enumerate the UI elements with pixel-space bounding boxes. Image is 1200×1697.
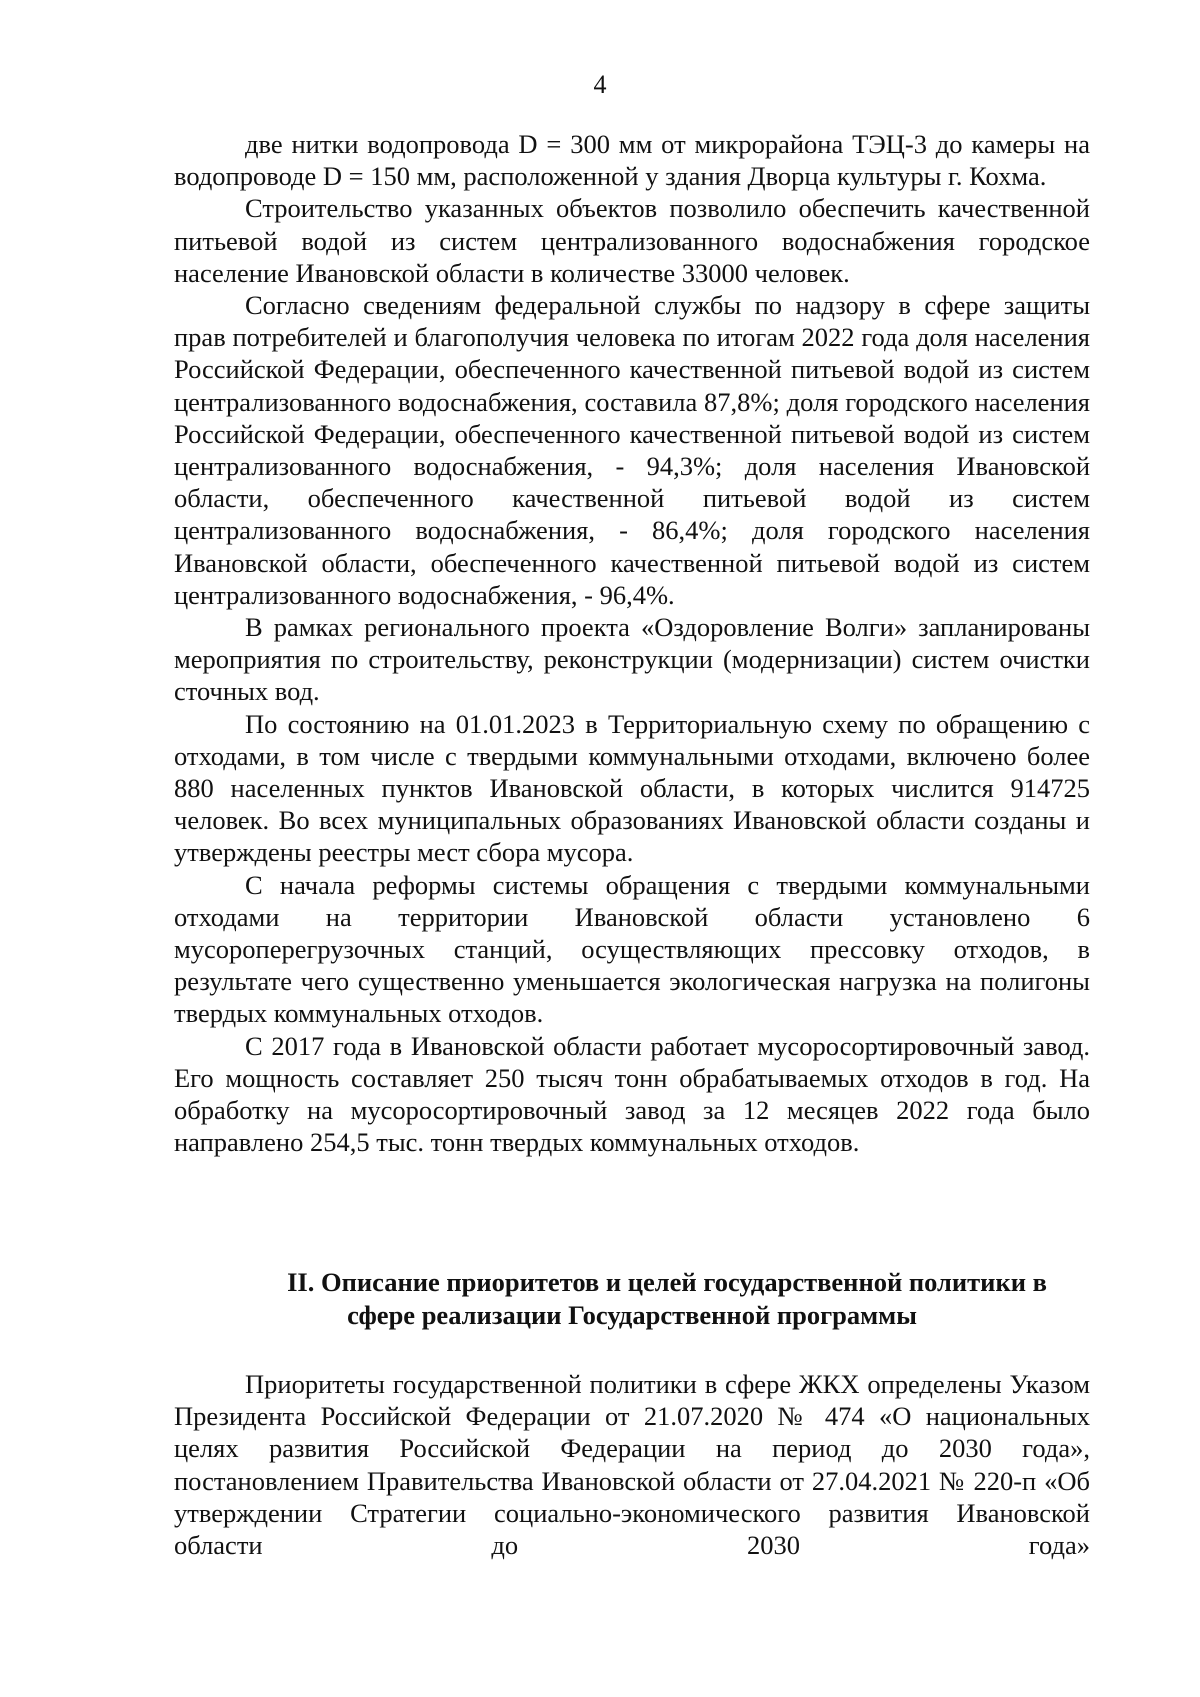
body-text-block (174, 128, 1090, 1159)
section-heading-line-1: II. Описание приоритетов и целей государственной политики в (287, 1267, 1047, 1297)
paragraph-policy-priorities: Приоритеты государственной политики в сфере ЖКХ определены Указом Президента Российской Федерации от 21.07.2020 № 474 «О национальных целях развития Российской Федерации на период до 2030 года», постановлением Правительства Ивановской области от 27.04.2021 № 220-п «Об утверждении Стратегии социально-экономического развития Ивановской области до 2030 года» (174, 1369, 1090, 1561)
paragraph-construction-result: Строительство указанных объектов позволило обеспечить качественной питьевой водой из систем централизованного водоснабжения городское население Ивановской области в количестве 33000 человек. (174, 193, 1090, 288)
section-heading (174, 1266, 1090, 1331)
paragraph-water-pipes: две нитки водопровода D = 300 мм от микрорайона ТЭЦ-3 до камеры на водопроводе D = 150 мм, расположенной у здания Дворца культуры г. Кохма. (174, 129, 1090, 192)
page-number: 4 (593, 70, 607, 99)
section-body-text-block (174, 1368, 1090, 1561)
paragraph-volga-project: В рамках регионального проекта «Оздоровление Волги» запланированы мероприятия по строительству, реконструкции (модернизации) систем очистки сточных вод. (174, 612, 1090, 707)
section-heading-line-2: сфере реализации Государственной программы (347, 1299, 917, 1330)
paragraph-waste-reform: С начала реформы системы обращения с твердыми коммунальными отходами на территории Ивановской области установлено 6 мусороперегрузочных станций, осуществляющих прессовку отходов, в результате чего существенно уменьшается экологическая нагрузка на полигоны твердых коммунальных отходов. (174, 869, 1090, 1029)
paragraph-sorting-plant: С 2017 года в Ивановской области работает мусоросортировочный завод. Его мощность составляет 250 тысяч тонн обрабатываемых отходов в год. На обработку на мусоросортировочный завод за 12 месяцев 2022 года было направлено 254,5 тыс. тонн твердых коммунальных отходов. (174, 1030, 1090, 1158)
paragraph-waste-scheme: По состоянию на 01.01.2023 в Территориальную схему по обращению с отходами, в том числе с твердыми коммунальными отходами, включено более 880 населенных пунктов Ивановской области, в которых числится 914725 человек. Во всех муниципальных образованиях Ивановской области созданы и утверждены реестры мест сбора мусора. (174, 708, 1090, 868)
paragraph-water-supply-statistics: Согласно сведениям федеральной службы по надзору в сфере защиты прав потребителей и благополучия человека по итогам 2022 года доля населения Российской Федерации, обеспеченного качественной питьевой водой из систем централизованного водоснабжения, составила 87,8%; доля городского населения Российской Федерации, обеспеченного качественной питьевой водой из систем централизованного водоснабжения, - 94,3%; доля населения Ивановской области, обеспеченного качественной питьевой водой из систем централизованного водоснабжения, - 86,4%; доля городского населения Ивановской области, обеспеченного качественной питьевой водой из систем централизованного водоснабжения, - 96,4%. (174, 290, 1090, 610)
